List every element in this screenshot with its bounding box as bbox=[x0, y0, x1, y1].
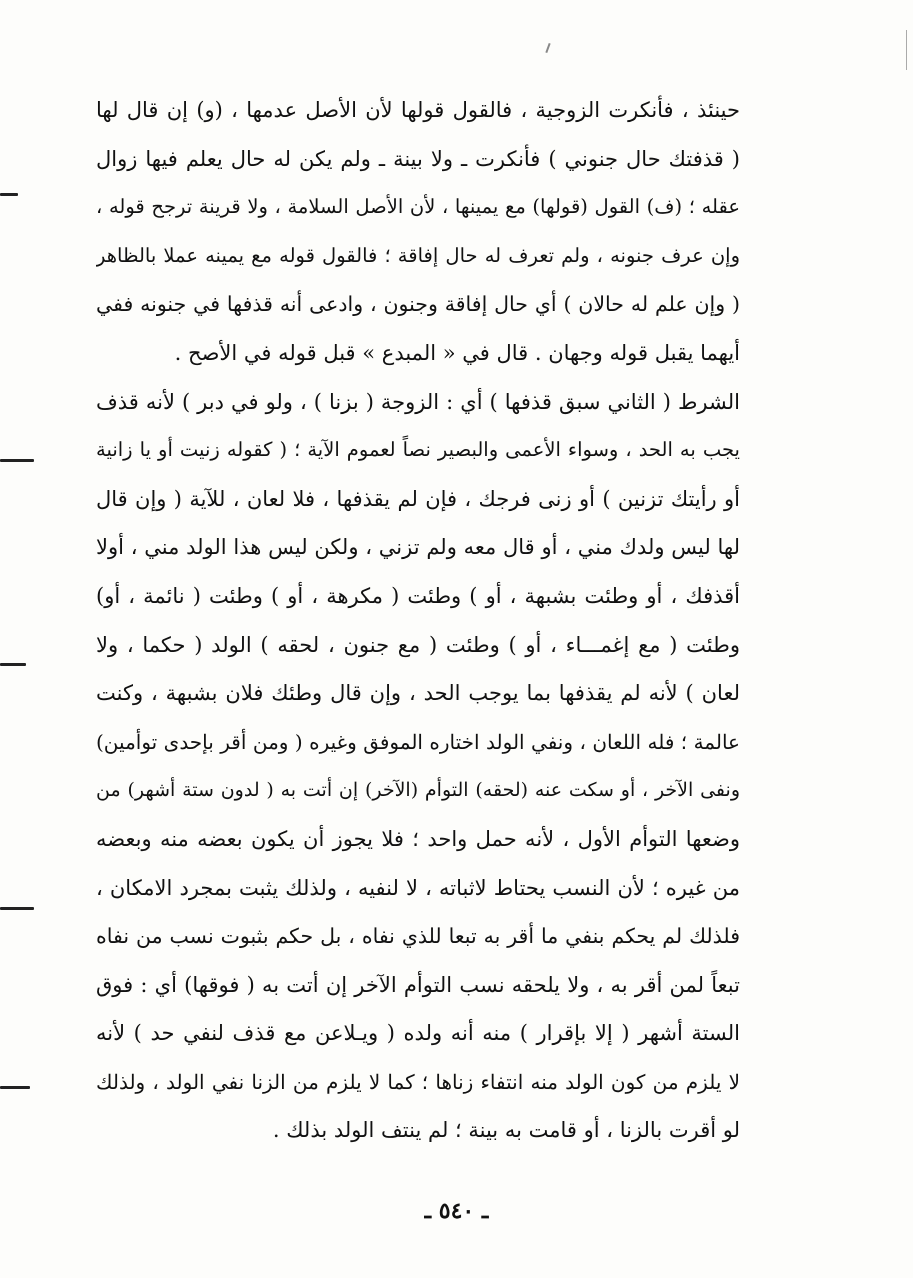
margin-mark bbox=[0, 663, 26, 666]
page-number: ـ ٥٤٠ ـ bbox=[424, 1198, 489, 1224]
text-line: من غيره ؛ لأن النسب يحتاط لاثباته ، لا لنفيه ، ولذلك يثبت بمجرد الامكان ، bbox=[96, 875, 740, 900]
text-line: الستة أشهر ( إلا بإقرار ) منه أنه ولده ( ويـلاعن مع قذف لنفي حد ) لأنه bbox=[96, 1021, 740, 1046]
margin-mark bbox=[0, 193, 18, 196]
text-line: فلذلك لم يحكم بنفي ما أقر به تبعا للذي نفاه ، بل حكم بثبوت نسب من نفاه bbox=[96, 924, 740, 949]
body-text bbox=[96, 86, 740, 1155]
text-line: وطئت ( مع إغمـــاء ، أو ) وطئت ( مع جنون ، لحقه ) الولد ( حكما ، ولا bbox=[96, 632, 740, 657]
text-line: ( قذفتك حال جنوني ) فأنكرت ـ ولا بينة ـ ولم يكن له حال يعلم فيها زوال bbox=[96, 146, 740, 171]
text-line: تبعاً لمن أقر به ، ولا يلحقه نسب التوأم الآخر إن أتت به ( فوقها) أي : فوق bbox=[96, 972, 740, 997]
margin-mark bbox=[0, 907, 34, 910]
margin-mark bbox=[0, 459, 34, 462]
text-line: الشرط ( الثاني سبق قذفها ) أي : الزوجة ( بزنا ) ، ولو في دبر ) لأنه قذف bbox=[96, 389, 740, 414]
text-line: عالمة ؛ فله اللعان ، ونفي الولد اختاره الموفق وغيره ( ومن أقر بإحدى توأمين) bbox=[96, 729, 740, 754]
text-line: أيهما يقبل قوله وجهان . قال في « المبدع » قبل قوله في الأصح . bbox=[174, 340, 740, 365]
text-line: ونفى الآخر ، أو سكت عنه (لحقه) التوأم (الآخر) إن أتت به ( لدون ستة أشهر) من bbox=[96, 779, 740, 802]
text-line: حينئذ ، فأنكرت الزوجية ، فالقول قولها لأن الأصل عدمها ، (و) إن قال لها bbox=[96, 98, 740, 122]
text-line: لها ليس ولدك مني ، أو قال معه ولم تزني ، ولكن ليس هذا الولد مني ، أولا bbox=[96, 535, 740, 560]
text-line: يجب به الحد ، وسواء الأعمى والبصير نصاً لعموم الآية ؛ ( كقوله زنيت أو يا زانية bbox=[96, 438, 740, 462]
margin-mark bbox=[0, 1086, 30, 1089]
text-line: لعان ) لأنه لم يقذفها بما يوجب الحد ، وإن قال وطئك فلان بشبهة ، وكنت bbox=[96, 681, 740, 706]
text-line: لو أقرت بالزنا ، أو قامت به بينة ؛ لم ينتف الولد بذلك . bbox=[272, 1118, 740, 1143]
scan-speck bbox=[545, 43, 550, 53]
text-line: وضعها التوأم الأول ، لأنه حمل واحد ؛ فلا يجوز أن يكون بعضه منه وبعضه bbox=[96, 826, 740, 851]
text-line: عقله ؛ (ف) القول (قولها) مع يمينها ، لأن الأصل السلامة ، ولا قرينة ترجح قوله ، bbox=[96, 195, 740, 219]
scan-speck bbox=[906, 30, 907, 70]
text-line: وإن عرف جنونه ، ولم تعرف له حال إفاقة ؛ فالقول قوله مع يمينه عملا بالظاهر bbox=[96, 243, 740, 267]
text-line: أقذفك ، أو وطئت بشبهة ، أو ) وطئت ( مكرهة ، أو ) وطئت ( نائمة ، أو) bbox=[96, 583, 740, 608]
text-line: ( وإن علم له حالان ) أي حال إفاقة وجنون ، وادعى أنه قذفها في جنونه ففي bbox=[96, 292, 740, 317]
text-line: لا يلزم من كون الولد منه انتفاء زناها ؛ كما لا يلزم من الزنا نفي الولد ، ولذلك bbox=[96, 1069, 740, 1094]
text-line: أو رأيتك تزنين ) أو زنى فرجك ، فإن لم يقذفها ، فلا لعان ، للآية ( وإن قال bbox=[96, 486, 740, 511]
